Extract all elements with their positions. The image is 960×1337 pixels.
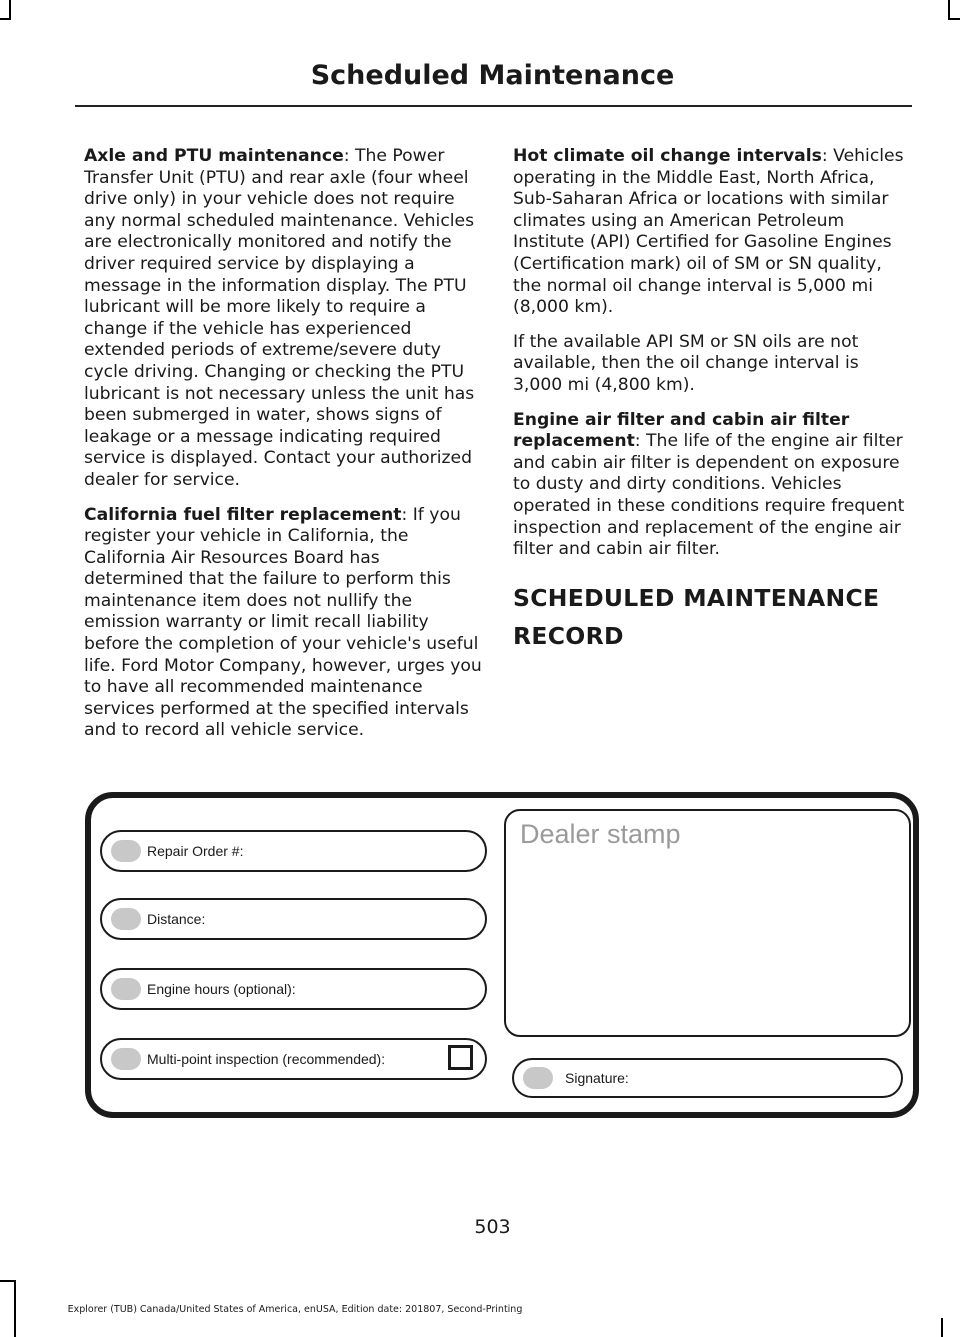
california-fuel-filter-paragraph: [84, 505, 482, 743]
distance-field[interactable]: [100, 898, 487, 940]
california-fuel-filter-heading: California fuel filter replacement: [84, 504, 402, 525]
hot-climate-heading: Hot climate oil change intervals: [513, 146, 822, 166]
crop-mark: [941, 1318, 943, 1337]
repair-order-label: Repair Order #:: [147, 843, 244, 859]
header-divider: [75, 105, 912, 107]
engine-hours-field[interactable]: [100, 968, 487, 1010]
crop-mark: [948, 0, 950, 18]
air-filter-paragraph: [513, 410, 911, 561]
section-heading-line1: SCHEDULED MAINTENANCE: [513, 583, 880, 612]
field-bullet: [111, 1048, 141, 1070]
left-column: [84, 146, 482, 755]
footer-edition: Explorer (TUB) Canada/United States of America, enUSA, Edition date: 201807, Second-Printing: [67, 1304, 523, 1315]
field-bullet: [523, 1067, 553, 1089]
axle-ptu-paragraph: [84, 146, 482, 492]
crop-mark: [948, 18, 960, 20]
distance-label: Distance:: [147, 911, 206, 927]
multipoint-inspection-field[interactable]: [100, 1038, 487, 1080]
signature-label: Signature:: [565, 1070, 629, 1086]
crop-mark: [9, 0, 11, 18]
axle-ptu-heading: Axle and PTU maintenance: [84, 146, 344, 166]
field-bullet: [111, 908, 141, 930]
page-title: Scheduled Maintenance: [310, 60, 675, 91]
section-heading: [513, 583, 911, 651]
crop-mark: [0, 1280, 14, 1282]
engine-hours-label: Engine hours (optional):: [147, 981, 296, 997]
dealer-stamp-area: [504, 809, 911, 1037]
right-column: [513, 146, 911, 651]
signature-field[interactable]: [512, 1058, 903, 1098]
air-filter-heading: Engine air filter and cabin air filter replacement: [513, 409, 850, 452]
axle-ptu-text: : The Power Transfer Unit (PTU) and rear axle (four wheel drive only) in your vehicle does not require any normal scheduled maintenance. Vehicles are electronically monitored and notify the driver required service by displaying a message in the information display. The PTU lubricant will be more likely to require a change if the vehicle has experienced extended periods of extreme/severe duty cycle driving. Changing or checking the PTU lubricant is not necessary unless the unit has been submerged in water, shows signs of leakage or a message indicating required service is displayed. Contact your authorized dealer for service.: [84, 146, 475, 490]
field-bullet: [111, 840, 141, 862]
hot-climate-text: : Vehicles operating in the Middle East, North Africa, Sub-Saharan Africa or locations with similar climates using an American Petroleum Institute (API) Certified for Gasoline Engines (Certification mark) oil of SM or SN quality, the normal oil change interval is 5,000 mi (8,000 km).: [513, 146, 904, 318]
field-bullet: [111, 978, 141, 1000]
maintenance-record-form: [85, 792, 919, 1118]
repair-order-field[interactable]: [100, 830, 487, 872]
hot-climate-paragraph: [513, 146, 911, 319]
dealer-stamp-label: Dealer stamp: [520, 819, 681, 849]
crop-mark: [0, 18, 11, 20]
california-fuel-filter-text: : If you register your vehicle in California, the California Air Resources Board has determined that the failure to perform this maintenance item does not nullify the emission warranty or limit recall liability before the completion of your vehicle's useful life. Ford Motor Company, however, urges you to have all recommended maintenance services performed at the specified intervals and to record all vehicle service.: [84, 504, 482, 741]
multipoint-inspection-label: Multi-point inspection (recommended):: [147, 1051, 386, 1067]
page-number: 503: [474, 1216, 511, 1238]
section-heading-line2: RECORD: [513, 621, 624, 650]
multipoint-inspection-checkbox[interactable]: [448, 1045, 473, 1070]
api-oil-paragraph: If the available API SM or SN oils are not available, then the oil change interval is 3,000 mi (4,800 km).: [513, 331, 859, 395]
air-filter-text: : The life of the engine air filter and cabin air filter is dependent on exposure to dusty and dirty conditions. Vehicles operated in these conditions require frequent inspection and replacement of the engine air filter and cabin air filter.: [513, 431, 905, 560]
